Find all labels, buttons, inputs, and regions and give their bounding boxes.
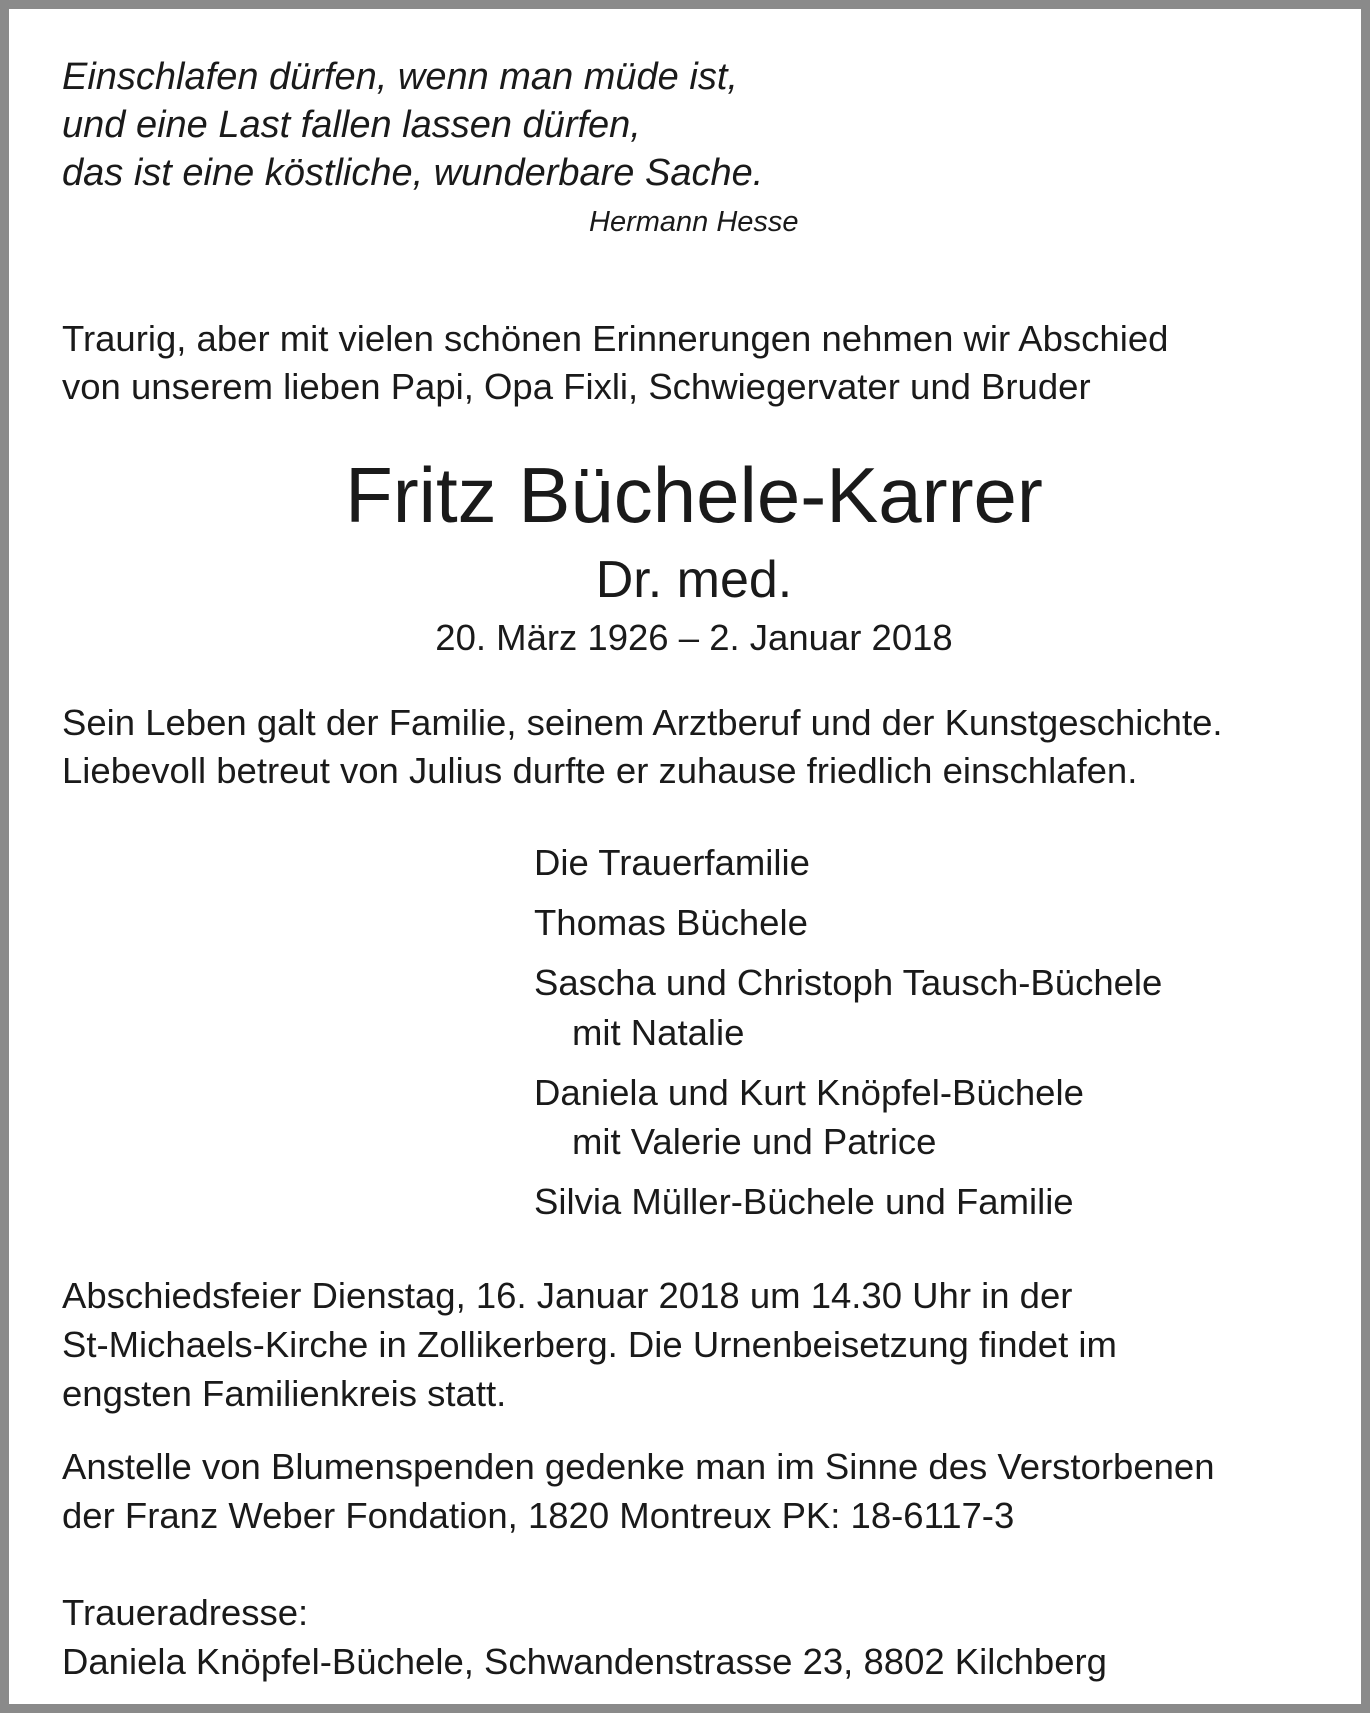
address-label: Traueradresse: (62, 1592, 309, 1633)
quote-author: Hermann Hesse (589, 206, 799, 238)
ceremony-line-2: St-Michaels-Kirche in Zollikerberg. Die Urnenbeisetzung findet im (62, 1324, 1117, 1365)
quote-line-1: Einschlafen dürfen, wenn man müde ist, (62, 56, 738, 98)
family-member: Sascha und Christoph Tausch-Büchele (534, 962, 1163, 1003)
address-value: Daniela Knöpfel-Büchele, Schwandenstrasse 23, 8802 Kilchberg (62, 1641, 1107, 1682)
donation-line-1: Anstelle von Blumenspenden gedenke man im Sinne des Verstorbenen (62, 1446, 1215, 1487)
deceased-title: Dr. med. (595, 551, 793, 609)
family-member-sub: mit Natalie (572, 1012, 745, 1053)
family-heading: Die Trauerfamilie (534, 842, 810, 883)
ceremony-line-1: Abschiedsfeier Dienstag, 16. Januar 2018 um 14.30 Uhr in der (62, 1275, 1073, 1316)
intro-line-1: Traurig, aber mit vielen schönen Erinnerungen nehmen wir Abschied (62, 318, 1169, 359)
family-member: Silvia Müller-Büchele und Familie (534, 1181, 1074, 1222)
deceased-name: Fritz Büchele-Karrer (345, 451, 1043, 539)
life-dates: 20. März 1926 – 2. Januar 2018 (435, 617, 953, 658)
quote-line-3: das ist eine köstliche, wunderbare Sache. (62, 152, 764, 194)
ceremony-line-3: engsten Familienkreis statt. (62, 1373, 507, 1414)
family-member-sub: mit Valerie und Patrice (572, 1121, 937, 1162)
life-line-2: Liebevoll betreut von Julius durfte er zuhause friedlich einschlafen. (62, 750, 1138, 791)
quote-line-2: und eine Last fallen lassen dürfen, (62, 104, 641, 146)
family-member: Daniela und Kurt Knöpfel-Büchele (534, 1072, 1084, 1113)
family-member: Thomas Büchele (534, 902, 808, 943)
intro-line-2: von unserem lieben Papi, Opa Fixli, Schwiegervater und Bruder (62, 366, 1091, 407)
life-line-1: Sein Leben galt der Familie, seinem Arztberuf und der Kunstgeschichte. (62, 702, 1223, 743)
donation-line-2: der Franz Weber Fondation, 1820 Montreux PK: 18-6117-3 (62, 1495, 1015, 1536)
